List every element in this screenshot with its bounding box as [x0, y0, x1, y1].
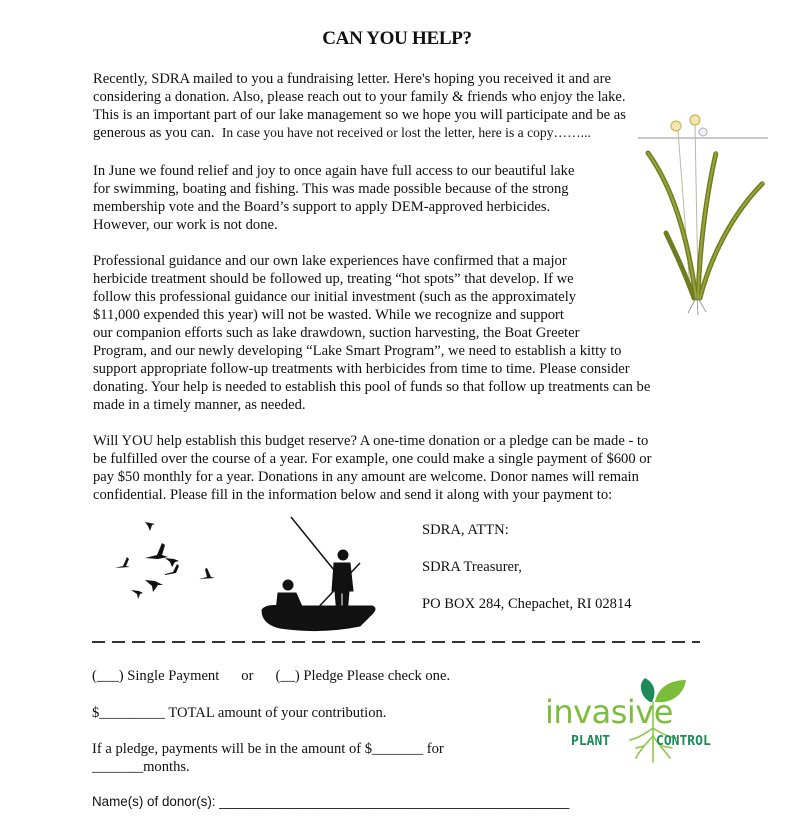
text-line: herbicide treatment should be followed up, treating “hot spots” that develop. If we	[93, 271, 574, 287]
text-line: be fulfilled over the course of a year. For example, one could make a single payment of $600 or	[93, 451, 652, 467]
text-line: our companion efforts such as lake drawdown, suction harvesting, the Boat Greeter	[93, 325, 580, 341]
paragraph-june	[93, 162, 574, 234]
pledge-amount-field[interactable]: If a pledge, payments will be in the amount of $_______ for	[92, 741, 444, 757]
text-line: support appropriate follow-up treatments with herbicides from time to time. Please consider	[93, 361, 630, 377]
paragraph-intro	[93, 70, 626, 142]
text-line: Professional guidance and our own lake experiences have confirmed that a major	[93, 253, 567, 269]
paragraph-reserve	[93, 432, 651, 504]
pledge-checkbox[interactable]: (__) Pledge Please check one.	[275, 668, 451, 684]
page-title: CAN YOU HELP?	[322, 28, 472, 49]
text-line: $11,000 expended this year) will not be wasted. While we recognize and support	[93, 307, 564, 323]
text-line: considering a donation. Also, please reach out to your family & friends who enjoy the lake.	[93, 89, 626, 105]
address-line-attn: SDRA, ATTN:	[422, 522, 509, 538]
cut-line-divider	[92, 641, 700, 643]
aquatic-plant-illustration	[628, 108, 778, 318]
paragraph-guidance	[93, 252, 650, 414]
text-line: Recently, SDRA mailed to you a fundraising letter. Here's hoping you received it and are	[93, 71, 611, 87]
address-line-po-box: PO BOX 284, Chepachet, RI 02814	[422, 596, 632, 612]
text-line: made in a timely manner, as needed.	[93, 397, 306, 413]
text-line: for swimming, boating and fishing. This was made possible because of the strong	[93, 181, 569, 197]
text-line: donating. Your help is needed to establish this pool of funds so that follow up treatments can be	[93, 379, 651, 395]
pledge-months-field[interactable]: _______months.	[92, 759, 190, 775]
total-amount-field[interactable]: $_________ TOTAL amount of your contribution.	[92, 705, 387, 721]
or-label: or	[241, 668, 254, 684]
text-line: pay $50 monthly for a year. Donations in any amount are welcome. Donor names will remain	[93, 469, 639, 485]
fishermen-boat-illustration	[258, 515, 388, 645]
single-payment-checkbox[interactable]: (___) Single Payment	[92, 668, 220, 684]
text-line: confidential. Please fill in the information below and send it along with your payment to:	[93, 487, 613, 503]
text-line: follow this professional guidance our initial investment (such as the approximately	[93, 289, 577, 305]
logo-word-invasive: invasive	[545, 693, 673, 731]
text-segment: generous as you can.	[93, 125, 215, 141]
text-segment-small: In case you have not received or lost the letter, here is a copy……...	[221, 125, 591, 140]
flying-birds-illustration	[105, 518, 220, 600]
payment-type-row	[92, 668, 450, 685]
text-line: However, our work is not done.	[93, 217, 278, 233]
text-line: Will YOU help establish this budget reserve? A one-time donation or a pledge can be made - to	[93, 433, 649, 449]
text-line: Program, and our newly developing “Lake Smart Program”, we need to establish a kitty to	[93, 343, 622, 359]
logo-word-plant: PLANT	[571, 734, 611, 749]
logo-word-control: CONTROL	[656, 734, 711, 749]
text-line: In June we found relief and joy to once again have full access to our beautiful lake	[93, 163, 575, 179]
address-line-treasurer: SDRA Treasurer,	[422, 559, 522, 575]
donor-names-field[interactable]: Name(s) of donor(s): _______________________________________________	[92, 794, 570, 809]
text-line	[93, 124, 626, 142]
text-line: This is an important part of our lake management so we hope you will participate and be as	[93, 107, 626, 123]
text-line: membership vote and the Board’s support to apply DEM-approved herbicides.	[93, 199, 551, 215]
